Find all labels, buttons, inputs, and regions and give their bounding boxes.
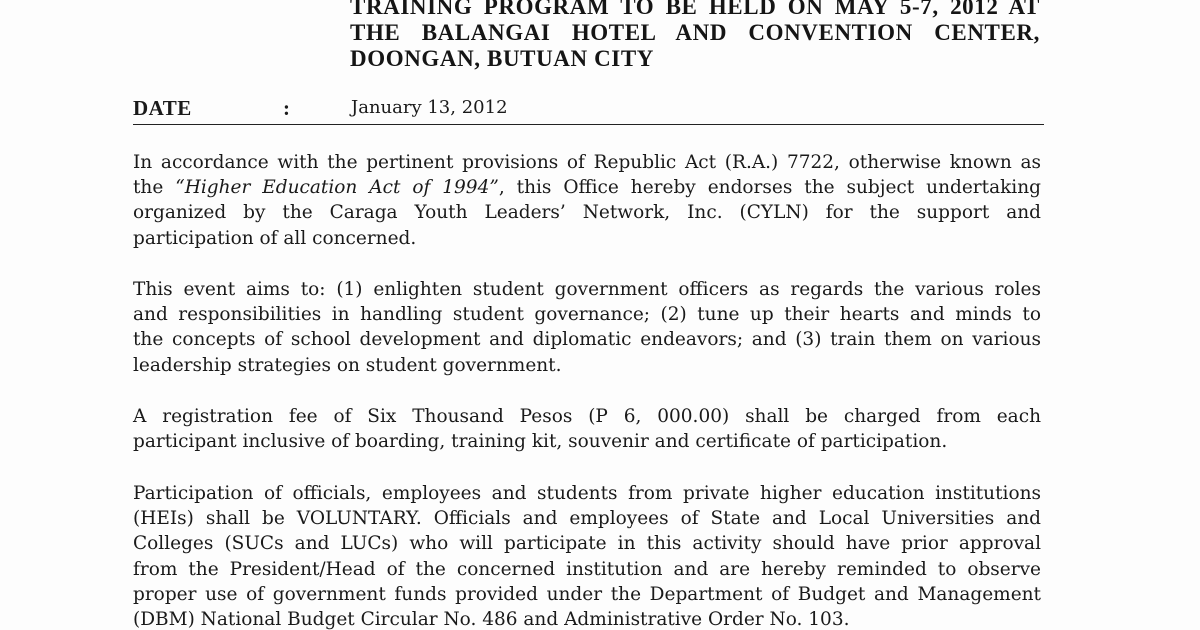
paragraph-participation <box>133 481 1041 630</box>
paragraph-line: leadership strategies on student government. <box>133 354 562 376</box>
paragraph-endorsement <box>133 150 1041 251</box>
paragraph-line: and responsibilities in handling student governance; (2) tune up their hearts and minds to <box>133 304 1041 326</box>
paragraph-text: , this Office hereby endorses the subject undertaking <box>498 177 1041 199</box>
act-title: “Higher Education Act of 1994” <box>175 177 499 199</box>
date-value: January 13, 2012 <box>351 97 508 118</box>
paragraph-line: Colleges (SUCs and LUCs) who will participate in this activity should have prior approval <box>133 533 1041 555</box>
paragraph-line: participation of all concerned. <box>133 227 417 249</box>
paragraph-line: Participation of officials, employees and students from private higher education institutions <box>133 483 1041 504</box>
paragraph-line: In accordance with the pertinent provisions of Republic Act (R.A.) 7722, otherwise known as <box>133 152 1041 173</box>
paragraph-line: A registration fee of Six Thousand Pesos (P 6, 000.00) shall be charged from each <box>133 406 1041 427</box>
date-row <box>133 96 1044 125</box>
paragraph-line: from the President/Head of the concerned institution and are hereby reminded to observe <box>133 558 1041 580</box>
paragraph-aims <box>133 277 1041 378</box>
paragraph-line: (HEIs) shall be VOLUNTARY. Officials and employees of State and Local Universities and <box>133 508 1041 530</box>
subject-line-1: TRAINING PROGRAM TO BE HELD ON MAY 5-7, 2012 AT <box>350 0 1040 19</box>
date-colon: : <box>283 96 290 120</box>
paragraph-line: (DBM) National Budget Circular No. 486 and Administrative Order No. 103. <box>133 609 850 630</box>
paragraph-line <box>133 175 1041 200</box>
paragraph-line: This event aims to: (1) enlighten student government officers as regards the various roles <box>133 279 1041 300</box>
subject-line-3: DOONGAN, BUTUAN CITY <box>350 46 654 71</box>
paragraph-registration-fee <box>133 404 1041 454</box>
paragraph-line: proper use of government funds provided under the Department of Budget and Management <box>133 583 1041 605</box>
subject-line-2: THE BALANGAI HOTEL AND CONVENTION CENTER, <box>350 20 1040 45</box>
memo-subject <box>350 0 1050 72</box>
paragraph-line: the concepts of school development and diplomatic endeavors; and (3) train them on various <box>133 329 1041 351</box>
date-label: DATE <box>133 96 192 120</box>
paragraph-line: participant inclusive of boarding, training kit, souvenir and certificate of participation. <box>133 431 948 453</box>
paragraph-line: organized by the Caraga Youth Leaders’ Network, Inc. (CYLN) for the support and <box>133 202 1041 224</box>
paragraph-text: the <box>133 177 176 199</box>
